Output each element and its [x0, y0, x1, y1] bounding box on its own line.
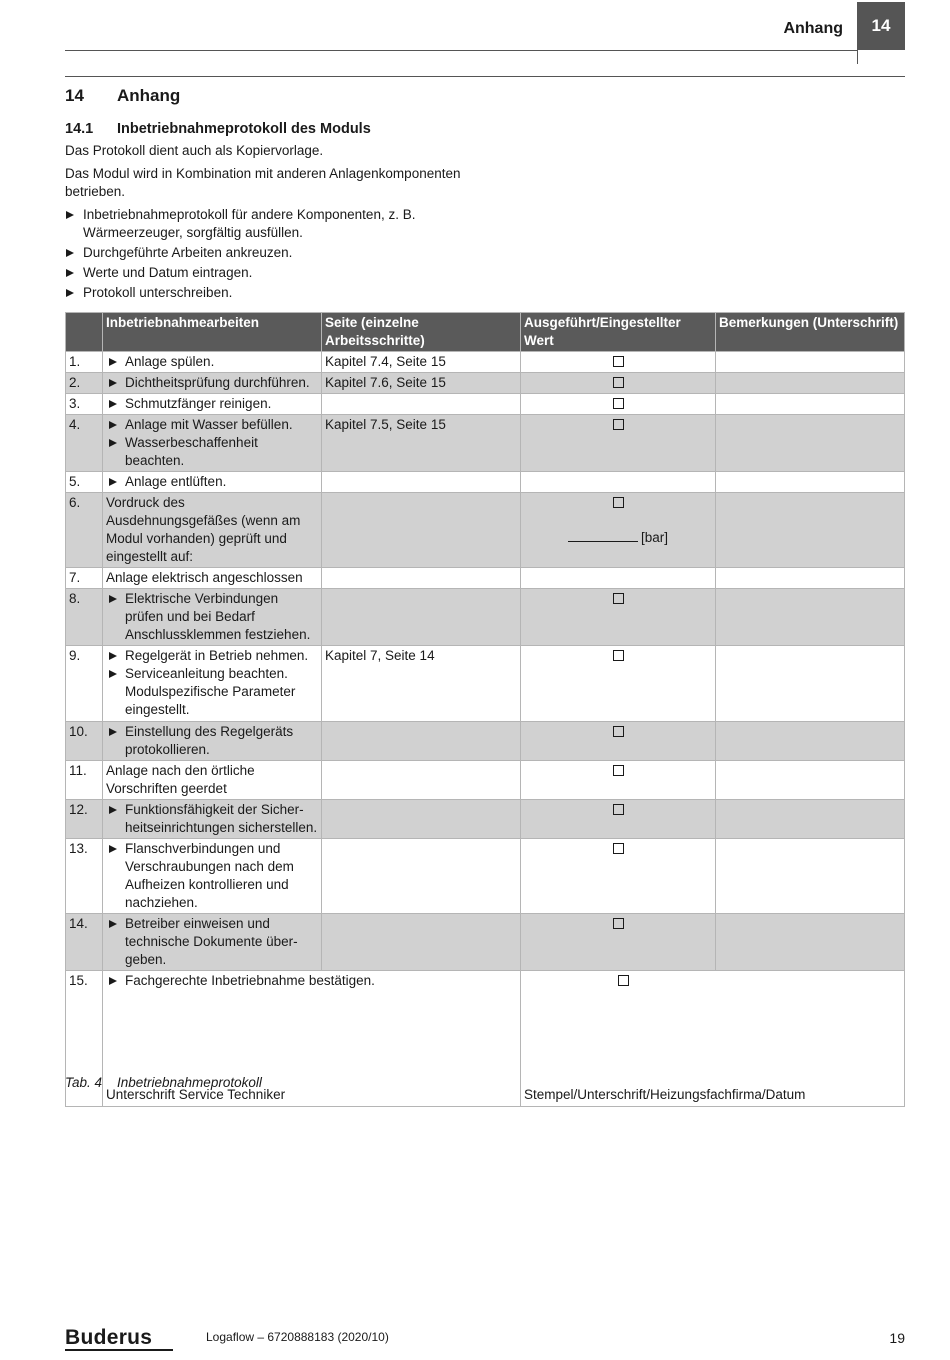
task-step	[106, 590, 318, 644]
arrow-icon	[109, 358, 117, 366]
page-reference	[322, 839, 521, 914]
checkbox[interactable]	[613, 650, 624, 661]
task-step	[106, 569, 318, 587]
step-number: 1.	[66, 352, 103, 373]
commissioning-table	[65, 312, 905, 1107]
brand-logo: Buderus	[65, 1326, 153, 1349]
task-text: Serviceanleitung beachten. Modulspezifische Parameter eingestellt.	[125, 666, 296, 717]
task-text: Vordruck des Ausdehnungsgefäßes (wenn am Modul vorhanden) geprüft und eingestellt auf:	[106, 495, 301, 564]
task-cell	[103, 394, 322, 415]
step-number: 11.	[66, 761, 103, 800]
task-step	[106, 840, 318, 912]
task-cell	[103, 761, 322, 800]
arrow-icon	[109, 400, 117, 408]
table-row	[66, 800, 905, 839]
task-cell	[103, 568, 322, 589]
task-text: Anlage spülen.	[125, 354, 215, 369]
task-cell	[103, 589, 322, 646]
table-row	[66, 722, 905, 761]
header-cell: Bemerkungen (Unterschrift)	[716, 313, 905, 352]
arrow-icon	[66, 289, 74, 297]
instruction-item: Werte und Datum eintragen.	[65, 264, 465, 282]
task-text: Fachgerechte Inbetriebnahme bestätigen.	[125, 973, 375, 988]
header-cell: Inbetriebnahmearbeiten	[103, 313, 322, 352]
task-step	[106, 353, 318, 371]
page-reference	[322, 493, 521, 568]
remarks-cell[interactable]	[716, 722, 905, 761]
page-reference: Kapitel 7.6, Seite 15	[322, 373, 521, 394]
task-text: Flanschverbindungen und Verschraubungen nach dem Aufheizen kontrollieren und nachziehen.	[125, 841, 294, 910]
subsection-title: Inbetriebnahmeprotokoll des Moduls	[117, 121, 371, 137]
arrow-icon	[109, 670, 117, 678]
table-row	[66, 352, 905, 373]
task-cell	[103, 415, 322, 472]
done-value-cell	[521, 394, 716, 415]
remarks-cell[interactable]	[716, 589, 905, 646]
task-step	[106, 915, 318, 969]
checkbox[interactable]	[618, 975, 629, 986]
done-value-cell	[521, 722, 716, 761]
task-text: Dichtheitsprüfung durchführen.	[125, 375, 310, 390]
page-reference	[322, 394, 521, 415]
task-text: Anlage entlüften.	[125, 474, 227, 489]
arrow-icon	[109, 652, 117, 660]
remarks-cell[interactable]	[716, 646, 905, 722]
task-step	[106, 494, 318, 566]
table-row	[66, 394, 905, 415]
caption-text: Inbetriebnahmeprotokoll	[117, 1075, 262, 1090]
table-row	[66, 914, 905, 971]
step-number: 9.	[66, 646, 103, 722]
page-reference	[322, 568, 521, 589]
table-row	[66, 589, 905, 646]
header-cell: Ausgeführt/Eingestellter Wert	[521, 313, 716, 352]
intro-paragraph: Das Protokoll dient auch als Kopiervorlage.	[65, 143, 324, 158]
task-text: Anlage mit Wasser befüllen.	[125, 417, 293, 432]
header-rule-lower	[65, 76, 905, 77]
done-value-cell	[521, 493, 716, 568]
table-row	[66, 646, 905, 722]
task-cell	[103, 646, 322, 722]
arrow-icon	[109, 806, 117, 814]
page-number: 19	[889, 1330, 905, 1346]
task-text: Einstellung des Regelgeräts protokollieren.	[125, 724, 294, 757]
chapter-badge: 14	[857, 2, 905, 50]
table-row	[66, 493, 905, 568]
header-rule	[65, 50, 857, 51]
checkbox[interactable]	[613, 593, 624, 604]
task-text: Anlage elektrisch angeschlossen	[106, 570, 303, 585]
done-value-cell	[521, 415, 716, 472]
instruction-item: Protokoll unterschreiben.	[65, 284, 465, 302]
table-row	[66, 415, 905, 472]
task-step	[106, 665, 318, 719]
task-text: Betreiber einweisen und technische Dokumente über-geben.	[125, 916, 298, 967]
arrow-icon	[66, 211, 74, 219]
done-value-cell	[521, 589, 716, 646]
intro-paragraph: Das Modul wird in Kombination mit anderen Anlagenkomponenten betrieben.	[65, 166, 461, 199]
table-row	[66, 761, 905, 800]
step-number: 10.	[66, 722, 103, 761]
page-reference: Kapitel 7, Seite 14	[322, 646, 521, 722]
task-step	[106, 972, 517, 990]
task-step	[106, 647, 318, 665]
done-value-cell	[521, 352, 716, 373]
arrow-icon	[66, 249, 74, 257]
checkbox[interactable]	[613, 497, 624, 508]
signature-label-technician: Unterschrift Service Techniker	[106, 1087, 286, 1102]
remarks-cell[interactable]	[716, 352, 905, 373]
checkbox[interactable]	[613, 398, 624, 409]
section-heading	[65, 86, 180, 106]
table-header-row	[66, 313, 905, 352]
pressure-field[interactable]	[524, 528, 712, 547]
checkbox[interactable]	[613, 356, 624, 367]
step-number: 4.	[66, 415, 103, 472]
remarks-cell[interactable]	[716, 493, 905, 568]
task-text: Elektrische Verbindungen prüfen und bei Bedarf Anschlussklemmen festziehen.	[125, 591, 311, 642]
remarks-cell[interactable]	[716, 914, 905, 971]
remarks-cell[interactable]	[716, 394, 905, 415]
header-cell-num	[66, 313, 103, 352]
arrow-icon	[109, 421, 117, 429]
page-reference	[322, 761, 521, 800]
checkbox[interactable]	[613, 804, 624, 815]
header-cell: Seite (einzelne Arbeitsschritte)	[322, 313, 521, 352]
checkbox[interactable]	[613, 726, 624, 737]
task-cell	[103, 722, 322, 761]
done-value-cell	[521, 646, 716, 722]
arrow-icon	[109, 920, 117, 928]
task-step	[106, 416, 318, 434]
page-reference	[322, 914, 521, 971]
subsection-number: 14.1	[65, 121, 94, 137]
task-step	[106, 473, 318, 491]
checkbox[interactable]	[613, 918, 624, 929]
task-text: Schmutzfänger reinigen.	[125, 396, 272, 411]
table-row	[66, 373, 905, 394]
remarks-cell[interactable]	[716, 472, 905, 493]
step-number: 2.	[66, 373, 103, 394]
checkbox[interactable]	[613, 419, 624, 430]
table-row	[66, 568, 905, 589]
task-cell	[103, 800, 322, 839]
company-signature-cell[interactable]	[521, 971, 905, 1107]
instruction-item: Durchgeführte Arbeiten ankreuzen.	[65, 244, 465, 262]
table-row	[66, 472, 905, 493]
task-cell	[103, 493, 322, 568]
checkbox[interactable]	[613, 377, 624, 388]
checkbox[interactable]	[613, 843, 624, 854]
done-value-cell	[521, 800, 716, 839]
section-number: 14	[65, 86, 84, 105]
remarks-cell[interactable]	[716, 415, 905, 472]
page-reference	[322, 800, 521, 839]
task-step	[106, 762, 318, 798]
step-number: 7.	[66, 568, 103, 589]
step-number: 3.	[66, 394, 103, 415]
page-reference: Kapitel 7.4, Seite 15	[322, 352, 521, 373]
arrow-icon	[109, 845, 117, 853]
arrow-icon	[109, 595, 117, 603]
task-step	[106, 395, 318, 413]
remarks-cell[interactable]	[716, 761, 905, 800]
task-step	[106, 723, 318, 759]
header-title: Anhang	[783, 20, 843, 37]
section-title: Anhang	[117, 86, 181, 105]
remarks-cell[interactable]	[716, 568, 905, 589]
task-cell	[103, 472, 322, 493]
unit-label: [bar]	[640, 530, 668, 545]
logo-underline	[65, 1349, 173, 1351]
task-text: Funktionsfähigkeit der Sicher-heitseinrichtungen sicherstellen.	[125, 802, 318, 835]
page-reference: Kapitel 7.5, Seite 15	[322, 415, 521, 472]
intro-text	[65, 142, 465, 304]
done-value-cell	[521, 472, 716, 493]
arrow-icon	[109, 439, 117, 447]
page-reference	[322, 589, 521, 646]
page-reference	[322, 722, 521, 761]
remarks-cell[interactable]	[716, 373, 905, 394]
done-value-cell	[521, 373, 716, 394]
step-number: 8.	[66, 589, 103, 646]
task-step	[106, 374, 318, 392]
task-text: Wasserbeschaffenheit beachten.	[125, 435, 258, 468]
step-number: 5.	[66, 472, 103, 493]
step-number: 14.	[66, 914, 103, 971]
arrow-icon	[109, 728, 117, 736]
done-value-cell	[521, 568, 716, 589]
task-cell	[103, 914, 322, 971]
checkbox[interactable]	[613, 765, 624, 776]
arrow-icon	[109, 379, 117, 387]
task-cell	[103, 352, 322, 373]
arrow-icon	[109, 977, 117, 985]
remarks-cell[interactable]	[716, 800, 905, 839]
table-caption	[65, 1075, 262, 1090]
instruction-item: Inbetriebnahmeprotokoll für andere Komponenten, z. B. Wärmeerzeuger, sorgfältig ausfüllen.	[65, 206, 465, 242]
done-value-cell	[521, 914, 716, 971]
page-reference	[322, 472, 521, 493]
document-reference: Logaflow – 6720888183 (2020/10)	[206, 1330, 389, 1344]
task-cell	[103, 373, 322, 394]
remarks-cell[interactable]	[716, 839, 905, 914]
step-number: 12.	[66, 800, 103, 839]
task-cell	[103, 839, 322, 914]
blank-line	[568, 528, 638, 542]
table-body	[66, 352, 905, 1107]
done-value-cell	[521, 839, 716, 914]
arrow-icon	[66, 269, 74, 277]
task-step	[106, 801, 318, 837]
step-number: 6.	[66, 493, 103, 568]
task-text: Regelgerät in Betrieb nehmen.	[125, 648, 309, 663]
arrow-icon	[109, 478, 117, 486]
signature-label-company: Stempel/Unterschrift/Heizungsfachfirma/Datum	[524, 1087, 806, 1102]
table-row	[66, 839, 905, 914]
task-step	[106, 434, 318, 470]
done-value-cell	[521, 761, 716, 800]
step-number: 15.	[66, 971, 103, 1107]
instruction-list	[65, 206, 465, 302]
caption-label: Tab. 4	[65, 1075, 103, 1090]
step-number: 13.	[66, 839, 103, 914]
task-text: Anlage nach den örtliche Vorschriften geerdet	[106, 763, 255, 796]
header-tick	[857, 50, 858, 64]
subsection-heading	[65, 121, 371, 137]
